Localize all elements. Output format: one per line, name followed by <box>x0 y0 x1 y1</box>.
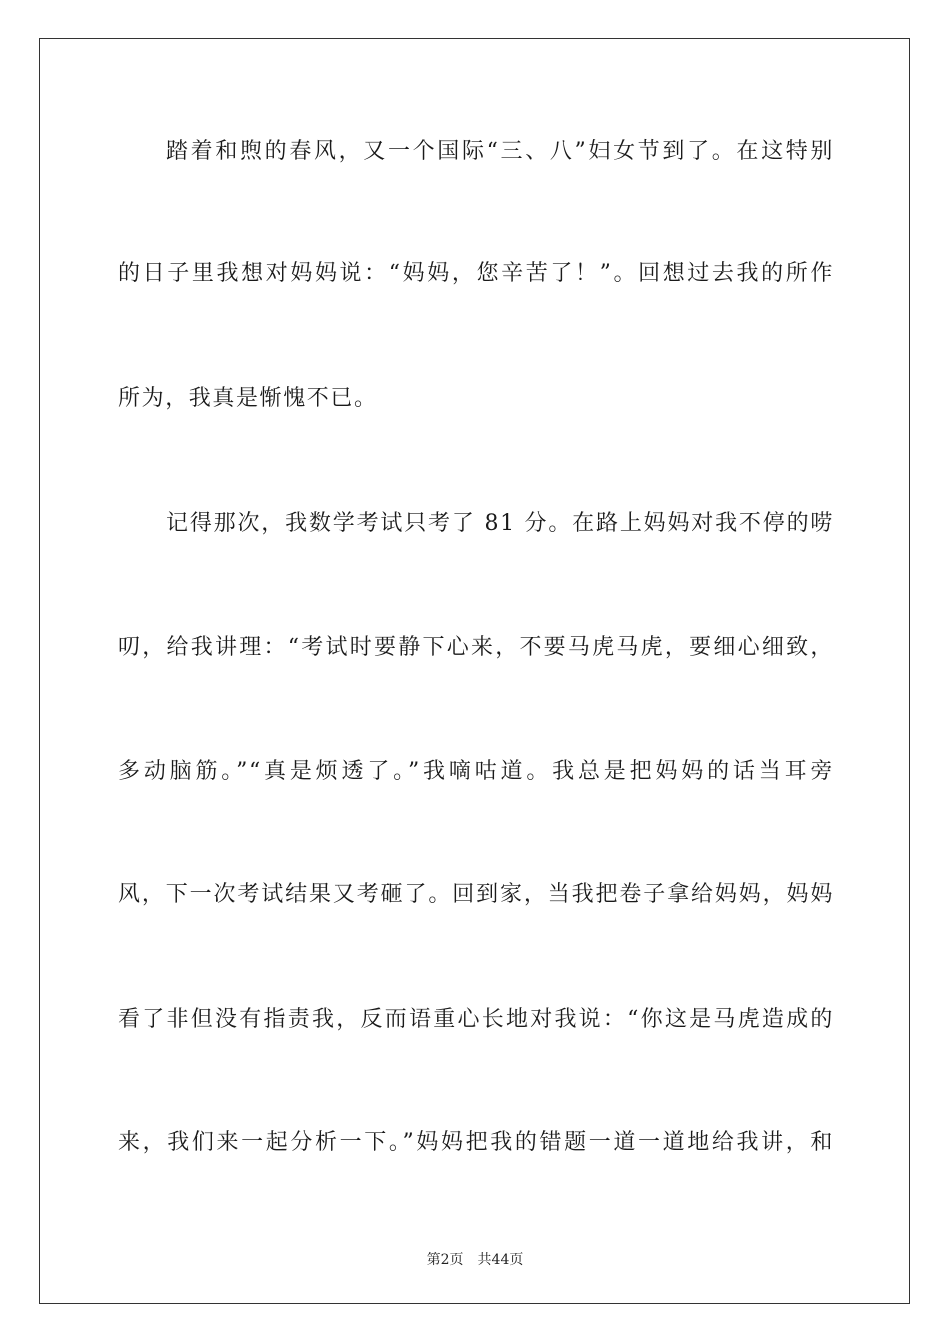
paragraph-2-line-6: 来，我们来一起分析一下。”妈妈把我的错题一道一道地给我讲，和 <box>118 1130 834 1155</box>
paragraph-2-line-4: 风，下一次考试结果又考砸了。回到家，当我把卷子拿给妈妈，妈妈 <box>118 882 834 907</box>
paragraph-2-line-3: 多动脑筋。”“真是烦透了。”我嘀咕道。我总是把妈妈的话当耳旁 <box>118 759 834 784</box>
paragraph-2-line-5: 看了非但没有指责我，反而语重心长地对我说：“你这是马虎造成的 <box>118 1007 834 1032</box>
paragraph-2-line-1: 记得那次，我数学考试只考了 81 分。在路上妈妈对我不停的唠 <box>166 511 834 536</box>
paragraph-1-line-2: 的日子里我想对妈妈说：“妈妈，您辛苦了！”。回想过去我的所作 <box>118 261 834 286</box>
paragraph-2-line-2: 叨，给我讲理：“考试时要静下心来，不要马虎马虎，要细心细致， <box>118 635 834 660</box>
paragraph-1-line-3: 所为，我真是惭愧不已。 <box>118 386 378 411</box>
page-footer <box>0 1249 950 1269</box>
page-frame <box>39 38 910 1304</box>
paragraph-1-line-1: 踏着和煦的春风，又一个国际“三、八”妇女节到了。在这特别 <box>166 139 834 164</box>
page-total: 共44页 <box>477 1252 524 1268</box>
page-number: 第2页 <box>426 1252 464 1268</box>
